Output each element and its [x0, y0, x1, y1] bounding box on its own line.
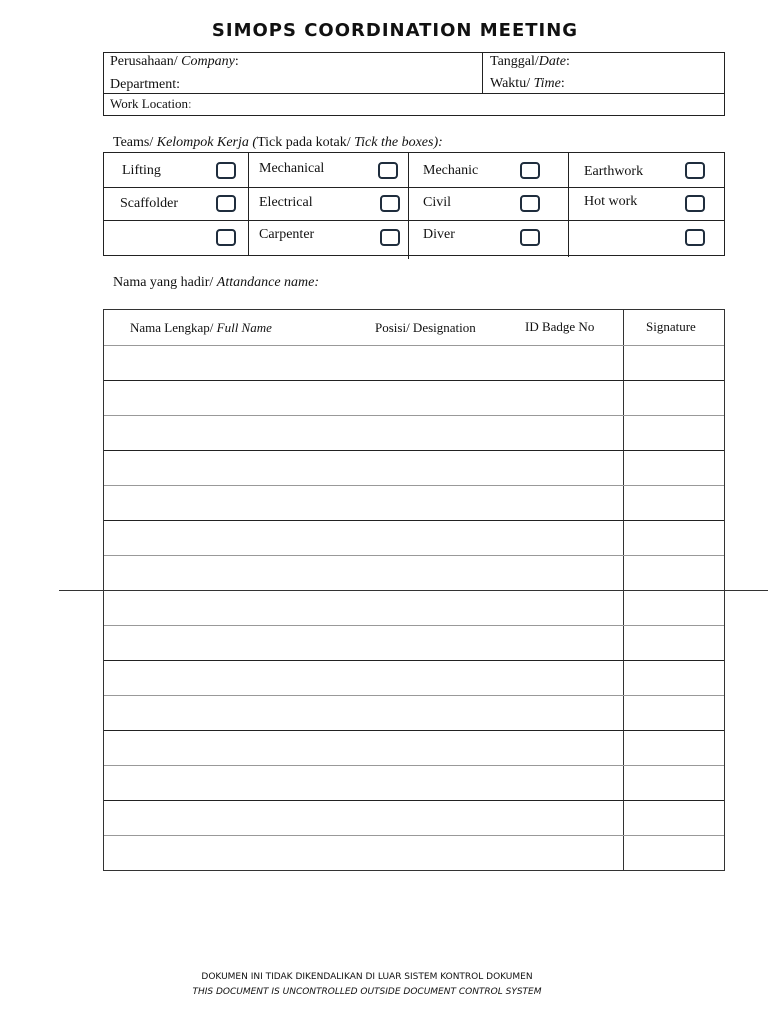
team-label-mechanic: Mechanic — [423, 163, 479, 178]
team-checkbox-blank-2[interactable] — [685, 229, 705, 246]
company-label-en: Company — [181, 54, 235, 69]
teams-table — [103, 152, 725, 256]
team-checkbox-mechanical[interactable] — [378, 162, 398, 179]
table-row[interactable] — [104, 835, 724, 870]
company-label: Perusahaan/ — [110, 54, 182, 69]
table-row[interactable] — [104, 695, 724, 730]
teams-caption-part3: Tick pada kotak/ — [257, 135, 355, 150]
table-row[interactable] — [104, 345, 724, 380]
teams-caption-part2: Kelompok Kerja ( — [156, 135, 258, 150]
team-label-hot-work: Hot work — [584, 194, 638, 209]
table-row[interactable] — [104, 765, 724, 800]
team-checkbox-earthwork[interactable] — [685, 162, 705, 179]
date-colon: : — [566, 54, 570, 69]
time-label-en: Time — [533, 76, 561, 91]
col-header-designation: Posisi/ Designation — [375, 320, 476, 335]
team-checkbox-diver[interactable] — [520, 229, 540, 246]
teams-caption-part1: Teams/ — [113, 135, 157, 150]
team-label-diver: Diver — [423, 227, 455, 242]
table-row[interactable] — [104, 380, 724, 415]
team-label-carpenter: Carpenter — [259, 227, 315, 242]
company-field[interactable] — [110, 54, 239, 70]
team-label-lifting: Lifting — [122, 163, 161, 178]
team-label-civil: Civil — [423, 195, 452, 210]
department-field[interactable] — [110, 77, 180, 93]
work-location-label: Work Location — [110, 96, 189, 111]
table-row[interactable] — [104, 625, 724, 660]
team-checkbox-civil[interactable] — [520, 195, 540, 212]
table-row[interactable] — [104, 660, 724, 695]
table-row[interactable] — [104, 590, 724, 625]
footer-line-2: THIS DOCUMENT IS UNCONTROLLED OUTSIDE DOCUMENT CONTROL SYSTEM — [192, 987, 542, 997]
attendance-caption-part1: Nama yang hadir/ — [113, 275, 217, 290]
company-colon: : — [234, 54, 239, 69]
team-label-mechanical: Mechanical — [259, 161, 325, 176]
work-location-colon: : — [188, 96, 192, 111]
team-checkbox-lifting[interactable] — [216, 162, 236, 179]
teams-caption — [113, 135, 443, 151]
table-row[interactable] — [104, 730, 724, 765]
attendance-caption-part2: Attandance name: — [216, 275, 320, 290]
teams-caption-part4: Tick the boxes): — [354, 135, 443, 150]
table-row[interactable] — [104, 450, 724, 485]
work-location-field[interactable] — [110, 96, 192, 112]
col-header-signature: Signature — [646, 319, 696, 334]
team-checkbox-scaffolder[interactable] — [216, 195, 236, 212]
col-header-full-name-en: Full Name — [216, 320, 272, 335]
time-field[interactable] — [490, 76, 565, 92]
attendance-caption — [113, 275, 319, 291]
team-label-scaffolder: Scaffolder — [120, 196, 179, 211]
table-row[interactable] — [104, 555, 724, 590]
time-label: Waktu/ — [490, 76, 534, 91]
col-header-full-name — [130, 320, 272, 336]
time-colon: : — [560, 76, 565, 91]
footer-line-1: DOKUMEN INI TIDAK DIKENDALIKAN DI LUAR SISTEM KONTROL DOKUMEN — [201, 972, 533, 982]
header-info-table — [103, 52, 725, 116]
team-checkbox-mechanic[interactable] — [520, 162, 540, 179]
date-label: Tanggal/ — [490, 54, 539, 69]
team-checkbox-electrical[interactable] — [380, 195, 400, 212]
team-checkbox-hot-work[interactable] — [685, 195, 705, 212]
date-field[interactable] — [490, 54, 570, 70]
table-row[interactable] — [104, 485, 724, 520]
page-title: SIMOPS COORDINATION MEETING — [211, 20, 579, 41]
page-divider-line — [59, 590, 768, 591]
date-label-en: Date — [538, 54, 566, 69]
table-row[interactable] — [104, 520, 724, 555]
team-label-earthwork: Earthwork — [584, 164, 644, 179]
team-checkbox-carpenter[interactable] — [380, 229, 400, 246]
col-header-id-badge: ID Badge No — [525, 319, 595, 334]
col-header-full-name-id: Nama Lengkap/ — [130, 320, 217, 335]
team-label-electrical: Electrical — [259, 195, 313, 210]
table-row[interactable] — [104, 800, 724, 835]
department-label: Department: — [110, 77, 180, 92]
table-row[interactable] — [104, 415, 724, 450]
team-checkbox-blank-1[interactable] — [216, 229, 236, 246]
